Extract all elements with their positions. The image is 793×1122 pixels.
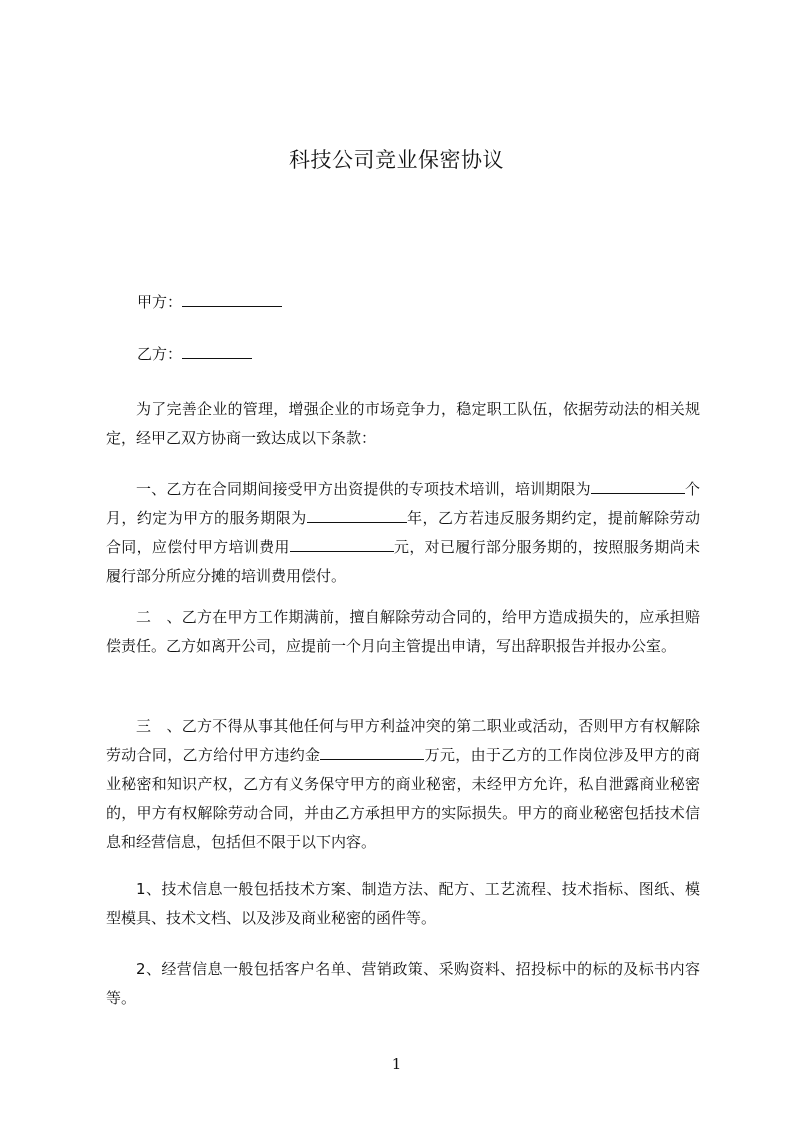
training-period-blank: [591, 479, 685, 494]
clause-1-part-4: 元，对已履行部分服务期的，按照服务期尚未履行部分所应分摊的培训费用偿付。: [106, 538, 700, 585]
clause-1-paragraph: [106, 475, 700, 591]
clause-3-part-2: 万元，由于乙方的工作岗位涉及甲方的商业秘密和知识产权，乙方有义务保守甲方的商业秘密，未经甲方允许，私自泄露商业秘密的，甲方有权解除劳动合同，并由乙方承担甲方的实际损失。甲方的商业秘密包括技术信息和经营信息，包括但不限于以下内容。: [106, 746, 700, 851]
intro-paragraph: 为了完善企业的管理，增强企业的市场竞争力，稳定职工队伍，依据劳动法的相关规定，经甲乙双方协商一致达成以下条款：: [106, 400, 700, 447]
party-a-line: [137, 289, 282, 315]
document-title: 科技公司竞业保密协议: [289, 148, 504, 172]
penalty-amount-blank: [320, 745, 424, 760]
clause-1-part-3: 年，乙方若违反服务期约定，提前解除劳动合同，应偿付甲方培训费用: [106, 509, 700, 556]
clause-1-part-2: 个月，约定为甲方的服务期限为: [106, 480, 700, 527]
secret-item-2-paragraph: 2、经营信息一般包括客户名单、营销政策、采购资料、招投标中的标的及标书内容等。: [106, 960, 700, 1007]
service-period-blank: [307, 508, 407, 523]
page-number: 1: [391, 1055, 402, 1073]
party-b-blank: [182, 344, 252, 359]
clause-3-part-1: 三 、乙方不得从事其他任何与甲方利益冲突的第二职业或活动，否则甲方有权解除劳动合同，乙方给付甲方违约金: [106, 717, 700, 764]
training-fee-blank: [290, 537, 394, 552]
party-b-line: [137, 341, 252, 367]
clause-1-part-1: 一、乙方在合同期间接受甲方出资提供的专项技术培训，培训期限为: [136, 480, 591, 498]
party-a-label: 甲方：: [137, 293, 183, 311]
secret-item-1-paragraph: 1、技术信息一般包括技术方案、制造方法、配方、工艺流程、技术指标、图纸、模型模具、技术文档、以及涉及商业秘密的函件等。: [106, 880, 700, 927]
party-a-blank: [182, 292, 282, 307]
party-b-label: 乙方：: [137, 345, 183, 363]
clause-2-paragraph: 二 、乙方在甲方工作期满前，擅自解除劳动合同的，给甲方造成损失的，应承担赔偿责任。乙方如离开公司，应提前一个月向主管提出申请，写出辞职报告并报办公室。: [106, 608, 700, 655]
clause-3-paragraph: [106, 712, 700, 857]
